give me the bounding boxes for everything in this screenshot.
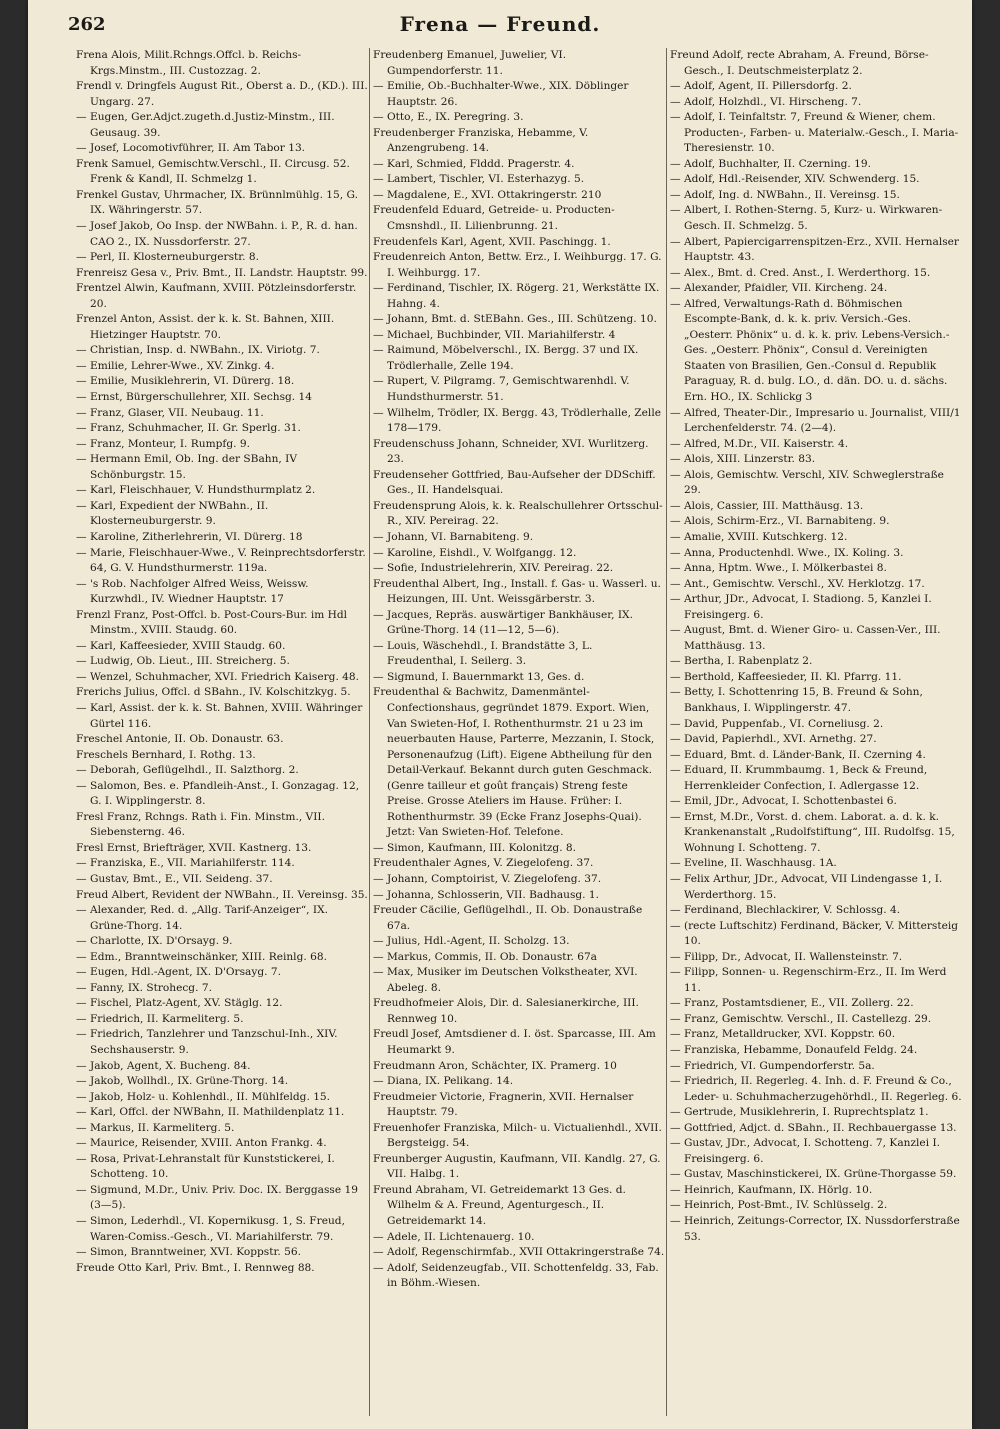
directory-entry: — Karl, Kaffeesieder, XVIII Staudg. 60. — [76, 639, 286, 652]
directory-entry: Freudenschuss Johann, Schneider, XVI. Wurlitzerg. 23. — [373, 437, 649, 466]
directory-entry: — Jakob, Agent, X. Bucheng. 84. — [76, 1059, 251, 1072]
directory-entry: — Adolf, Buchhalter, II. Czerning. 19. — [670, 157, 872, 170]
page-number: 262 — [68, 14, 106, 35]
directory-entry: Freudenfeld Eduard, Getreide- u. Producten-Cmsnshdl., II. Lilienbrunng. 21. — [373, 204, 615, 233]
directory-entry: — Johanna, Schlosserin, VII. Badhausg. 1. — [373, 888, 600, 901]
directory-entry: — Alfred, Verwaltungs-Rath d. Böhmischen Escompte-Bank, d. k. k. priv. Versich.-Ges. „Oesterr. Phönix“ u. d. k. k. priv. Lebens-Versich.-Ges. „Oesterr. Phönix“, Consul d. Vereinigten Staaten von Brasilien, Gen.-Consul d. Republik Paraguay, R. d. bulg. LO., d. dän. DO. u. d. sächs. Ern. HO., IX. Schlickg 3 — [670, 297, 950, 404]
directory-entry: — Gottfried, Adjct. d. SBahn., II. Rechbauergasse 13. — [670, 1121, 957, 1134]
directory-entry: — Jacques, Repräs. auswärtiger Bankhäuser, IX. Grüne-Thorg. 14 (11—12, 5—6). — [373, 608, 633, 637]
directory-entry: — Bertha, I. Rabenplatz 2. — [670, 655, 813, 668]
directory-entry: — Eveline, II. Waschhausg. 1A. — [670, 857, 837, 870]
directory-entry: — Marie, Fleischhauer-Wwe., V. Reinprechtsdorferstr. 64, G. V. Hundsthurmerstr. 119a. — [76, 546, 366, 575]
directory-entry: — Franz, Postamtsdiener, E., VII. Zollerg. 22. — [670, 997, 914, 1010]
directory-entry: Freudensprung Alois, k. k. Realschullehrer Ortsschul-R., XIV. Pereirag. 22. — [373, 499, 663, 528]
directory-entry: Frena Alois, Milit.Rchngs.Offcl. b. Reichs-Krgs.Minstm., III. Custozzag. 2. — [76, 49, 302, 77]
directory-entry: Freudenfels Karl, Agent, XVII. Paschingg. 1. — [373, 235, 611, 248]
directory-entry: — Karoline, Eishdl., V. Wolfgangg. 12. — [373, 546, 577, 559]
directory-entry: — Berthold, Kaffeesieder, II. Kl. Pfarrg. 11. — [670, 670, 902, 683]
directory-entry: — Markus, Commis, II. Ob. Donaustr. 67a — [373, 950, 597, 963]
directory-entry: — Franz, Monteur, I. Rumpfg. 9. — [76, 437, 250, 450]
directory-entry: — Filipp, Dr., Advocat, II. Wallensteinstr. 7. — [670, 950, 903, 963]
directory-entry: — Sofie, Industrielehrerin, XIV. Pereirag. 22. — [373, 562, 614, 575]
directory-entry: — Arthur, JDr., Advocat, I. Stadiong. 5, Kanzlei I. Freisingerg. 6. — [670, 593, 932, 621]
directory-entry: — Friedrich, II. Regerleg. 4. Inh. d. F. Freund & Co., Leder- u. Schuhmacherzugehörhdl., II. Regerleg. 6. — [670, 1075, 962, 1103]
directory-entry: — Filipp, Sonnen- u. Regenschirm-Erz., II. Im Werd 11. — [670, 966, 947, 994]
directory-entry: — Fanny, IX. Strohecg. 7. — [76, 981, 212, 994]
directory-entry: — Alfred, M.Dr., VII. Kaiserstr. 4. — [670, 437, 849, 450]
directory-entry: — Emil, JDr., Advocat, I. Schottenbastei 6. — [670, 795, 897, 808]
directory-entry: — Johann, Comptoirist, V. Ziegelofeng. 37. — [373, 872, 602, 885]
directory-entry: — Karl, Fleischhauer, V. Hundsthurmplatz 2. — [76, 484, 316, 497]
directory-entry: — Deborah, Geflügelhdl., II. Salzthorg. 2. — [76, 764, 299, 777]
directory-entry: — Felix Arthur, JDr., Advocat, VII Lindengasse 1, I. Werderthorg. 15. — [670, 872, 943, 901]
directory-entry: — Simon, Lederhdl., VI. Kopernikusg. 1, S. Freud, Waren-Comiss.-Gesch., VI. Mariahilferstr. 79. — [76, 1215, 345, 1243]
directory-entry: — Johann, Bmt. d. StEBahn. Ges., III. Schützeng. 10. — [373, 313, 657, 326]
directory-entry: — Gustav, Bmt., E., VII. Seideng. 37. — [76, 872, 273, 885]
directory-entry: — Otto, E., IX. Peregring. 3. — [373, 111, 524, 124]
directory-entry: — Adolf, Holzhdl., VI. Hirscheng. 7. — [670, 95, 862, 108]
directory-entry: — Alexander, Pfaidler, VII. Kircheng. 24. — [670, 282, 888, 295]
directory-entry: — Rosa, Privat-Lehranstalt für Kunststickerei, I. Schotteng. 10. — [76, 1152, 335, 1181]
directory-entry: Fresl Ernst, Briefträger, XVII. Kastnerg. 13. — [76, 841, 312, 854]
directory-entry: Freschels Bernhard, I. Rothg. 13. — [76, 748, 256, 761]
directory-entry: — Adolf, Seidenzeugfab., VII. Schottenfeldg. 33, Fab. in Böhm.-Wiesen. — [373, 1261, 659, 1290]
directory-entry: Freudenberger Franziska, Hebamme, V. Anzengrubeng. 14. — [373, 126, 589, 155]
directory-entry: — Franz, Gemischtw. Verschl., II. Castellezg. 29. — [670, 1012, 932, 1025]
directory-entry: — Louis, Wäschehdl., I. Brandstätte 3, L. Freudenthal, I. Seilerg. 3. — [373, 639, 593, 668]
directory-page — [28, 0, 972, 1429]
directory-entry: Frenzl Franz, Post-Offcl. b. Post-Cours-Bur. im Hdl Minstm., XVIII. Staudg. 60. — [76, 608, 348, 637]
directory-entry: — David, Papierhdl., XVI. Arnethg. 27. — [670, 733, 877, 746]
directory-entry: — Karl, Offcl. der NWBahn, II. Mathildenplatz 11. — [76, 1106, 345, 1119]
directory-entry: — Ludwig, Ob. Lieut., III. Streicherg. 5. — [76, 655, 290, 668]
directory-column-2 — [373, 48, 665, 1416]
directory-entry: — David, Puppenfab., VI. Corneliusg. 2. — [670, 717, 884, 730]
directory-entry: — Fischel, Platz-Agent, XV. Stäglg. 12. — [76, 997, 283, 1010]
directory-entry: — Ernst, Bürgerschullehrer, XII. Sechsg. 14 — [76, 391, 313, 404]
directory-entry: — Albert, Papiercigarrenspitzen-Erz., XVII. Hernalser Hauptstr. 43. — [670, 235, 959, 264]
directory-entry: — Emilie, Ob.-Buchhalter-Wwe., XIX. Döblinger Hauptstr. 26. — [373, 80, 629, 108]
directory-entry: — Adolf, Agent, II. Pillersdorfg. 2. — [670, 80, 852, 93]
directory-entry: — Simon, Branntweiner, XVI. Koppstr. 56. — [76, 1246, 301, 1259]
directory-entry: — Alois, Gemischtw. Verschl, XIV. Schweglerstraße 29. — [670, 468, 944, 497]
directory-entry: Frenreisz Gesa v., Priv. Bmt., II. Landstr. Hauptstr. 99. — [76, 266, 368, 279]
directory-entry: — Ferdinand, Tischler, IX. Rögerg. 21, Werkstätte IX. Hahng. 4. — [373, 282, 660, 310]
directory-entry: — Alexander, Red. d. „Allg. Tarif-Anzeiger“, IX. Grüne-Thorg. 14. — [76, 904, 328, 932]
directory-entry: — Adolf, Ing. d. NWBahn., II. Vereinsg. 15. — [670, 188, 900, 201]
directory-entry: — Raimund, Möbelverschl., IX. Bergg. 37 und IX. Trödlerhalle, Zelle 194. — [373, 344, 639, 372]
directory-entry: — Karl, Expedient der NWBahn., II. Klosterneuburgerstr. 9. — [76, 499, 269, 528]
directory-entry: Freudenberg Emanuel, Juwelier, VI. Gumpendorferstr. 11. — [373, 49, 567, 77]
directory-entry: — Eduard, II. Krummbaumg. 1, Beck & Freund, Herrenkleider Confection, I. Adlergasse 12. — [670, 764, 928, 792]
directory-column-1 — [76, 48, 368, 1416]
directory-entry: — Jakob, Wollhdl., IX. Grüne-Thorg. 14. — [76, 1075, 289, 1088]
directory-entry: — Franz, Glaser, VII. Neubaug. 11. — [76, 406, 264, 419]
directory-entry: Freudenreich Anton, Bettw. Erz., I. Weihburgg. 17. G. I. Weihburgg. 17. — [373, 251, 662, 279]
directory-entry: — Betty, I. Schottenring 15, B. Freund & Sohn, Bankhaus, I. Wipplingerstr. 47. — [670, 686, 923, 714]
directory-entry: — Franziska, Hebamme, Donaufeld Feldg. 24. — [670, 1044, 918, 1056]
directory-entry: — Gustav, Maschinstickerei, IX. Grüne-Thorgasse 59. — [670, 1168, 957, 1181]
directory-entry: — Gustav, JDr., Advocat, I. Schotteng. 7, Kanzlei I. Freisingerg. 6. — [670, 1137, 941, 1165]
directory-entry: — Julius, Hdl.-Agent, II. Scholzg. 13. — [373, 935, 570, 948]
directory-entry: — Ernst, M.Dr., Vorst. d. chem. Laborat. a. d. k. k. Krankenanstalt „Rudolfstiftung“, III. Rudolfsg. 15, Wohnung I. Schotteng. 7. — [670, 810, 955, 854]
directory-entry: Freunberger Augustin, Kaufmann, VII. Kandlg. 27, G. VII. Halbg. 1. — [373, 1152, 661, 1181]
running-head: Frena — Freund. — [399, 12, 601, 36]
column-rule — [666, 48, 667, 1416]
directory-entry: Freudenthaler Agnes, V. Ziegelofeng. 37. — [373, 857, 594, 870]
directory-entry: — Emilie, Musiklehrerin, VI. Dürerg. 18. — [76, 375, 295, 388]
directory-entry: Freudmann Aron, Schächter, IX. Pramerg. 10 — [373, 1059, 617, 1072]
directory-entry: Freund Abraham, VI. Getreidemarkt 13 Ges. d. Wilhelm & A. Freund, Agenturgesch., II. Getreidemarkt 14. — [373, 1183, 626, 1228]
directory-entry: Freudmeier Victorie, Fragnerin, XVII. Hernalser Hauptstr. 79. — [373, 1090, 634, 1119]
directory-entry: — Karl, Assist. der k. k. St. Bahnen, XVIII. Währinger Gürtel 116. — [76, 701, 363, 730]
directory-entry: — 's Rob. Nachfolger Alfred Weiss, Weissw. Kurzwhdl., IV. Wiedner Hauptstr. 17 — [76, 577, 309, 606]
directory-entry: — Alfred, Theater-Dir., Impresario u. Journalist, VIII/1 Lerchenfelderstr. 74. (2—4). — [670, 406, 961, 435]
directory-entry: — Perl, II. Klosterneuburgerstr. 8. — [76, 251, 260, 264]
directory-entry: — Adolf, I. Teinfaltstr. 7, Freund & Wiener, chem. Producten-, Farben- u. Materialw.-Gesch., I. Maria-Theresienstr. 10. — [670, 111, 959, 155]
directory-entry: — Lambert, Tischler, VI. Esterhazyg. 5. — [373, 173, 585, 186]
directory-column-3 — [670, 48, 962, 1416]
directory-entry: — Franz, Schuhmacher, II. Gr. Sperlg. 31. — [76, 422, 301, 435]
directory-entry: — Karoline, Zitherlehrerin, VI. Dürerg. 18 — [76, 530, 303, 543]
directory-entry: — Wilhelm, Trödler, IX. Bergg. 43, Trödlerhalle, Zelle 178—179. — [373, 406, 661, 435]
directory-entry: — Charlotte, IX. D'Orsayg. 9. — [76, 935, 233, 948]
directory-entry: — Christian, Insp. d. NWBahn., IX. Viriotg. 7. — [76, 344, 320, 357]
directory-entry: — Sigmund, I. Bauernmarkt 13, Ges. d. — [373, 670, 585, 683]
directory-entry: — Heinrich, Post-Bmt., IV. Schlüsselg. 2. — [670, 1199, 888, 1212]
directory-entry: — Eduard, Bmt. d. Länder-Bank, II. Czerning 4. — [670, 748, 926, 761]
directory-entry: — Albert, I. Rothen-Sterng. 5, Kurz- u. Wirkwaren-Gesch. II. Schmelzg. 5. — [670, 204, 943, 233]
directory-entry: — Friedrich, Tanzlehrer und Tanzschul-Inh., XIV. Sechshauserstr. 9. — [76, 1028, 338, 1056]
directory-entry: — Ferdinand, Blechlackirer, V. Schlossg. 4. — [670, 904, 901, 917]
directory-entry: Freuenhofer Franziska, Milch- u. Victualienhdl., XVII. Bergsteigg. 54. — [373, 1121, 662, 1150]
directory-entry: Fresl Franz, Rchngs. Rath i. Fin. Minstm., VII. Siebensterng. 46. — [76, 810, 325, 839]
directory-entry: — Wenzel, Schuhmacher, XVI. Friedrich Kaiserg. 48. — [76, 670, 360, 683]
directory-entry: Frerichs Julius, Offcl. d SBahn., IV. Kolschitzkyg. 5. — [76, 686, 351, 699]
directory-entry: Frenk Samuel, Gemischtw.Verschl., II. Circusg. 52. Frenk & Kandl, II. Schmelzg 1. — [76, 157, 350, 186]
directory-entry: — Adolf, Regenschirmfab., XVII Ottakringerstraße 74. — [373, 1246, 665, 1259]
directory-entry: — Anna, Productenhdl. Wwe., IX. Koling. 3. — [670, 546, 904, 559]
column-rule — [369, 48, 370, 1416]
directory-entry: — Adolf, Hdl.-Reisender, XIV. Schwenderg. 15. — [670, 173, 920, 186]
directory-entry: — Franz, Metalldrucker, XVI. Koppstr. 60. — [670, 1028, 896, 1041]
directory-entry: — Eugen, Ger.Adjct.zugeth.d.Justiz-Minstm., III. Geusaug. 39. — [76, 111, 335, 139]
directory-entry: — Simon, Kaufmann, III. Kolonitzg. 8. — [373, 841, 577, 854]
directory-entry: — Rupert, V. Pilgramg. 7, Gemischtwarenhdl. V. Hundsthurmerstr. 51. — [373, 375, 630, 404]
directory-entry: — Jakob, Holz- u. Kohlenhdl., II. Mühlfeldg. 15. — [76, 1090, 331, 1103]
directory-entry: Frentzel Alwin, Kaufmann, XVIII. Pötzleinsdorferstr. 20. — [76, 282, 357, 310]
directory-entry: — Alois, Schirm-Erz., VI. Barnabiteng. 9. — [670, 515, 890, 528]
directory-entry: — Ant., Gemischtw. Verschl., XV. Herklotzg. 17. — [670, 577, 925, 590]
directory-entry: — Max, Musiker im Deutschen Volkstheater, XVI. Abeleg. 8. — [373, 966, 638, 994]
directory-entry: — Johann, VI. Barnabiteng. 9. — [373, 530, 534, 543]
directory-entry: — Alex., Bmt. d. Cred. Anst., I. Werderthorg. 15. — [670, 266, 931, 279]
directory-entry: Freude Otto Karl, Priv. Bmt., I. Rennweg 88. — [76, 1261, 315, 1274]
directory-entry: — Gertrude, Musiklehrerin, I. Ruprechtsplatz 1. — [670, 1106, 929, 1119]
directory-entry: — Anna, Hptm. Wwe., I. Mölkerbastei 8. — [670, 562, 887, 575]
directory-entry: — August, Bmt. d. Wiener Giro- u. Cassen-Ver., III. Matthäusg. 13. — [670, 624, 941, 652]
directory-entry: — Friedrich, II. Karmeliterg. 5. — [76, 1012, 244, 1025]
directory-entry: — Edm., Branntweinschänker, XIII. Reinlg. 68. — [76, 950, 327, 963]
directory-entry: Frendl v. Dringfels August Rit., Oberst a. D., (KD.). III. Ungarg. 27. — [76, 80, 368, 108]
directory-entry: — Hermann Emil, Ob. Ing. der SBahn, IV Schönburgstr. 15. — [76, 453, 297, 481]
directory-entry: Frenzel Anton, Assist. der k. k. St. Bahnen, XIII. Hietzinger Hauptstr. 70. — [76, 313, 335, 341]
directory-entry: — Salomon, Bes. e. Pfandleih-Anst., I. Gonzagag. 12, G. I. Wipplingerstr. 8. — [76, 779, 360, 808]
directory-entry: Freuder Cäcilie, Geflügelhdl., II. Ob. Donaustraße 67a. — [373, 904, 643, 932]
directory-entry: — Franziska, E., VII. Mariahilferstr. 114. — [76, 857, 295, 870]
directory-entry: Freschel Antonie, II. Ob. Donaustr. 63. — [76, 733, 284, 746]
directory-entry: — Heinrich, Zeitungs-Corrector, IX. Nussdorferstraße 53. — [670, 1215, 960, 1243]
directory-entry: — Friedrich, VI. Gumpendorferstr. 5a. — [670, 1059, 875, 1072]
directory-entry: Freud Albert, Revident der NWBahn., II. Vereinsg. 35. — [76, 888, 368, 901]
directory-entry: — Emilie, Lehrer-Wwe., XV. Zinkg. 4. — [76, 359, 275, 372]
directory-entry: Freudenthal & Bachwitz, Damenmäntel-Confectionshaus, gegründet 1879. Export. Wien, Van Swieten-Hof, I. Rothenthurmstr. 21 u 23 im neuerbauten Hause, Parterre, Mezzanin, I. Stock, Personenaufzug (Lift). Eigene Abtheilung für den Detail-Verkauf. Bekannt durch guten Geschmack. (Genre tailleur et goût français) Streng feste Preise. Grosse Ateliers im Hause. Früher: I. Rothenthurmstr. 39 (Ecke Franz Josephs-Quai). Jetzt: Van Swieten-Hof. Telefone. — [373, 686, 655, 839]
directory-entry: — Eugen, Hdl.-Agent, IX. D'Orsayg. 7. — [76, 966, 281, 979]
directory-entry: — Josef Jakob, Oo Insp. der NWBahn. i. P., R. d. han. CAO 2., IX. Nussdorferstr. 27. — [76, 220, 358, 248]
directory-entry: — Alois, Cassier, III. Matthäusg. 13. — [670, 499, 864, 512]
directory-entry: — Alois, XIII. Linzerstr. 83. — [670, 453, 816, 466]
directory-entry: Freudenthal Albert, Ing., Install. f. Gas- u. Wasserl. u. Heizungen, III. Unt. Weissgärberstr. 3. — [373, 577, 661, 606]
directory-entry: — Michael, Buchbinder, VII. Mariahilferstr. 4 — [373, 328, 616, 341]
directory-entry: — Heinrich, Kaufmann, IX. Hörlg. 10. — [670, 1183, 873, 1196]
directory-entry: Freudhofmeier Alois, Dir. d. Salesianerkirche, III. Rennweg 10. — [373, 997, 639, 1025]
directory-entry: — Adele, II. Lichtenauerg. 10. — [373, 1230, 535, 1243]
directory-entry: — Maurice, Reisender, XVIII. Anton Frankg. 4. — [76, 1137, 327, 1150]
directory-entry: Freudl Josef, Amtsdiener d. I. öst. Sparcasse, III. Am Heumarkt 9. — [373, 1028, 656, 1056]
directory-entry: — Magdalene, E., XVI. Ottakringerstr. 210 — [373, 188, 602, 201]
directory-entry: — Amalie, XVIII. Kutschkerg. 12. — [670, 530, 848, 543]
directory-entry: — Sigmund, M.Dr., Univ. Priv. Doc. IX. Berggasse 19 (3—5). — [76, 1183, 358, 1212]
directory-entry: Freund Adolf, recte Abraham, A. Freund, Börse-Gesch., I. Deutschmeisterplatz 2. — [670, 49, 929, 77]
directory-entry: — Diana, IX. Pelikang. 14. — [373, 1075, 514, 1088]
directory-entry: — (recte Luftschitz) Ferdinand, Bäcker, V. Mittersteig 10. — [670, 919, 959, 948]
directory-entry: — Markus, II. Karmeliterg. 5. — [76, 1121, 235, 1134]
directory-entry: — Josef, Locomotivführer, II. Am Tabor 13. — [76, 142, 306, 155]
directory-entry: Freudenseher Gottfried, Bau-Aufseher der DDSchiff. Ges., II. Handelsquai. — [373, 468, 656, 497]
directory-entry: — Karl, Schmied, Flddd. Pragerstr. 4. — [373, 157, 575, 170]
directory-entry: Frenkel Gustav, Uhrmacher, IX. Brünnlmühlg. 15, G. IX. Währingerstr. 57. — [76, 188, 358, 217]
